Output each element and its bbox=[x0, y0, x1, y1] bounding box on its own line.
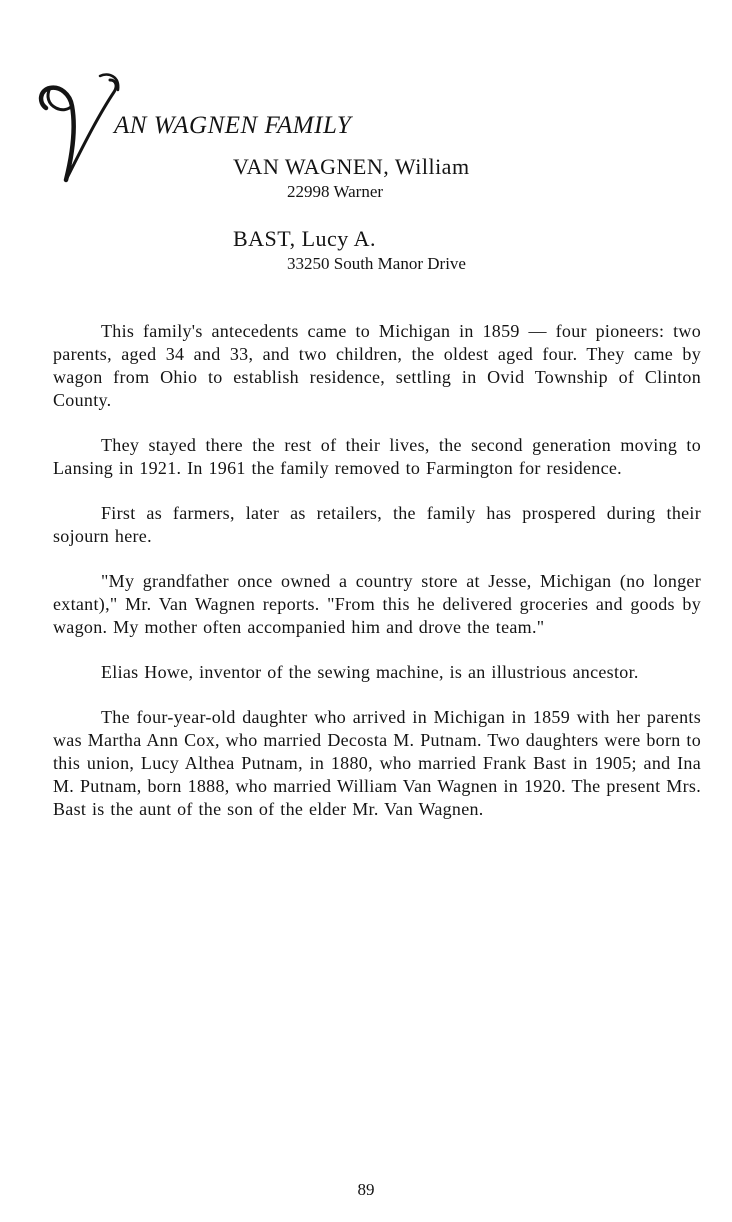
family-title bbox=[114, 112, 351, 140]
paragraph: First as farmers, later as retailers, the family has prospered during their sojourn here. bbox=[53, 503, 701, 546]
body-text bbox=[53, 320, 701, 843]
paragraph: They stayed there the rest of their lives, the second generation moving to Lansing in 1921. In 1961 the family removed to Farmington for residence. bbox=[53, 435, 701, 478]
family-title-text: AN WAGNEN FAMILY bbox=[114, 112, 352, 139]
member-name: VAN WAGNEN, William bbox=[233, 154, 470, 179]
paragraph: Elias Howe, inventor of the sewing machine, is an illustrious ancestor. bbox=[101, 662, 639, 682]
member-name: BAST, Lucy A. bbox=[233, 226, 376, 251]
drop-cap-initial bbox=[36, 68, 126, 188]
paragraph: This family's antecedents came to Michigan in 1859 — four pioneers: two parents, aged 34 and 33, and two children, the oldest aged four. They came by wagon from Ohio to establish residence, settling in Ovid Township of Clinton County. bbox=[53, 321, 701, 410]
paragraph: The four-year-old daughter who arrived in Michigan in 1859 with her parents was Martha Ann Cox, who married Decosta M. Putnam. Two daughters were born to this union, Lucy Althea Putnam, in 1880, who married Frank Bast in 1905; and Ina M. Putnam, born 1888, who married William Van Wagnen in 1920. The present Mrs. Bast is the aunt of the son of the elder Mr. Van Wagnen. bbox=[53, 707, 701, 819]
member-address: 33250 South Manor Drive bbox=[287, 254, 466, 273]
member-address: 22998 Warner bbox=[287, 182, 384, 201]
page-number: 89 bbox=[357, 1180, 375, 1199]
paragraph: "My grandfather once owned a country store at Jesse, Michigan (no longer extant)," Mr. Van Wagnen reports. "From this he delivered groceries and goods by wagon. My mother often accompanied him and drove the team." bbox=[53, 571, 701, 637]
